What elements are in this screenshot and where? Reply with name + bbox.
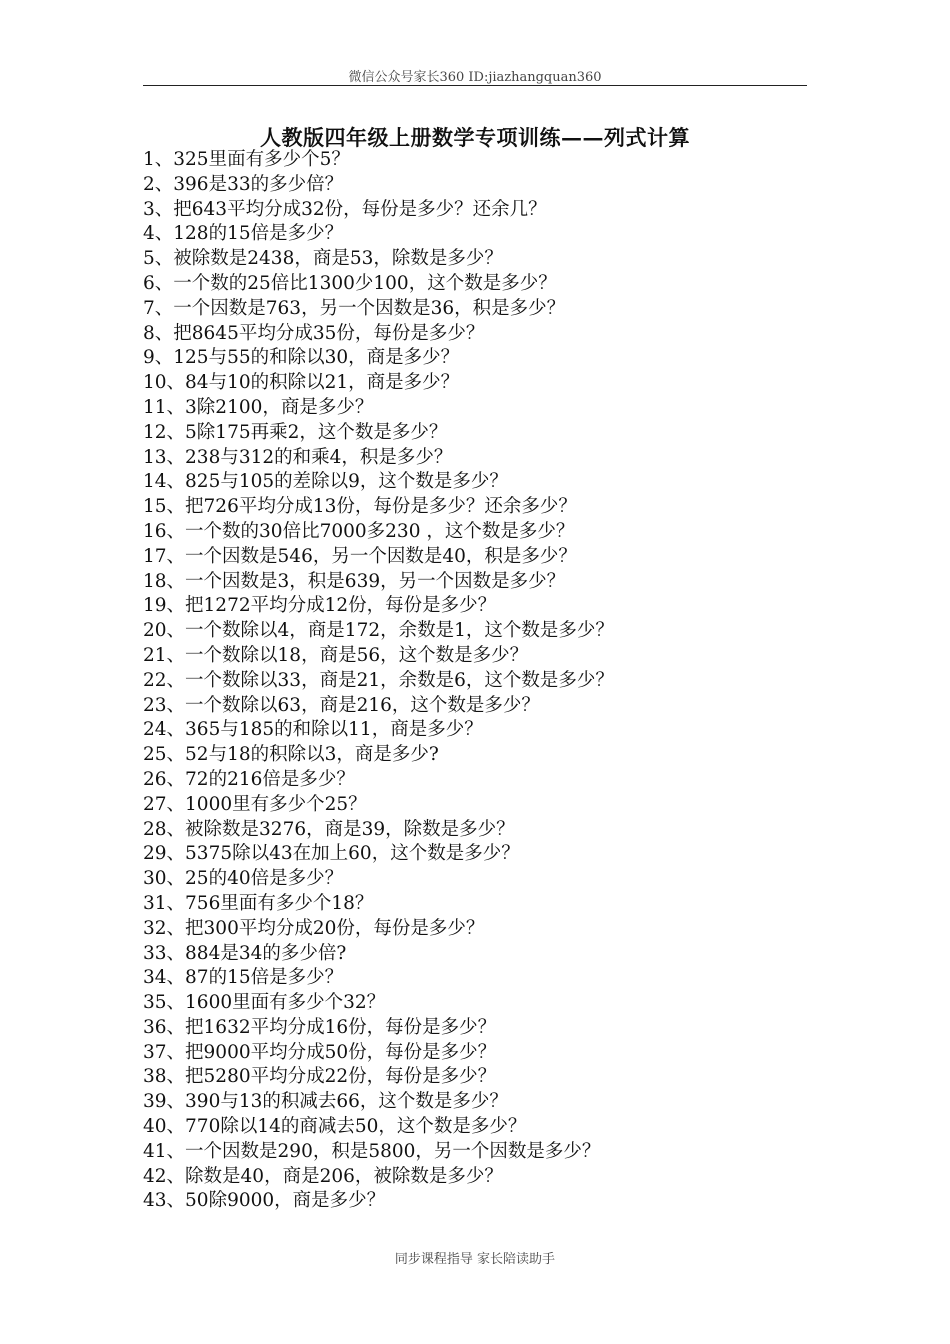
- question-item: 38、把5280平均分成22份，每份是多少？: [143, 1066, 497, 1088]
- question-item: 41、一个因数是290，积是5800，另一个因数是多少？: [143, 1140, 601, 1162]
- question-item: 22、一个数除以33，商是21，余数是6，这个数是多少？: [143, 669, 614, 691]
- question-item: 32、把300平均分成20份，每份是多少？: [143, 917, 485, 939]
- question-item: 15、把726平均分成13份，每份是多少？还余多少？: [143, 496, 577, 518]
- question-item: 43、50除9000，商是多少？: [143, 1190, 386, 1212]
- question-item: 18、一个因数是3，积是639，另一个因数是多少？: [143, 570, 566, 592]
- question-item: 11、3除2100，商是多少？: [143, 396, 374, 418]
- question-item: 39、390与13的积减去66，这个数是多少？: [143, 1091, 508, 1113]
- question-item: 35、1600里面有多少个32？: [143, 992, 386, 1014]
- question-item: 28、被除数是3276，商是39，除数是多少？: [143, 818, 515, 840]
- question-item: 26、72的216倍是多少？: [143, 768, 355, 790]
- question-item: 24、365与185的和除以11，商是多少？: [143, 719, 483, 741]
- question-item: 3、把643平均分成32份，每份是多少？还余几？: [143, 198, 547, 220]
- question-item: 20、一个数除以4，商是172，余数是1，这个数是多少？: [143, 620, 614, 642]
- question-item: 34、87的15倍是多少？: [143, 967, 344, 989]
- question-item: 14、825与105的差除以9，这个数是多少？: [143, 471, 508, 493]
- question-item: 13、238与312的和乘4，积是多少？: [143, 446, 453, 468]
- question-item: 25、52与18的积除以3，商是多少?: [143, 744, 439, 766]
- question-item: 27、1000里有多少个25？: [143, 793, 367, 815]
- question-item: 30、25的40倍是多少？: [143, 868, 344, 890]
- question-item: 19、把1272平均分成12份，每份是多少？: [143, 595, 497, 617]
- page-footer: 同步课程指导 家长陪读助手: [394, 1252, 556, 1267]
- question-list: [143, 148, 614, 1214]
- question-item: 8、把8645平均分成35份，每份是多少？: [143, 322, 485, 344]
- document-title: 人教版四年级上册数学专项训练——列式计算: [260, 125, 690, 150]
- question-item: 29、5375除以43在加上60，这个数是多少？: [143, 843, 520, 865]
- header-divider: [143, 85, 807, 86]
- question-item: 5、被除数是2438，商是53，除数是多少？: [143, 248, 503, 270]
- question-item: 23、一个数除以63，商是216，这个数是多少？: [143, 694, 540, 716]
- question-item: 10、84与10的积除以21，商是多少？: [143, 372, 460, 394]
- question-item: 21、一个数除以18，商是56，这个数是多少？: [143, 644, 529, 666]
- question-item: 7、一个因数是763，另一个因数是36，积是多少？: [143, 297, 566, 319]
- question-item: 37、把9000平均分成50份，每份是多少？: [143, 1041, 497, 1063]
- page-header: 微信公众号家长360 ID:jiazhangquan360: [348, 70, 602, 85]
- question-item: 2、396是33的多少倍？: [143, 173, 344, 195]
- question-item: 1、325里面有多少个5？: [143, 149, 350, 170]
- question-item: 16、一个数的30倍比7000多230 ，这个数是多少？: [143, 520, 575, 542]
- question-item: 12、5除175再乘2，这个数是多少？: [143, 421, 448, 443]
- question-item: 6、一个数的25倍比1300少100，这个数是多少？: [143, 272, 557, 294]
- question-item: 42、除数是40，商是206，被除数是多少？: [143, 1165, 503, 1187]
- question-item: 40、770除以14的商减去50，这个数是多少？: [143, 1116, 527, 1138]
- question-item: 36、把1632平均分成16份，每份是多少？: [143, 1016, 497, 1038]
- question-item: 33、884是34的多少倍?: [143, 942, 347, 964]
- question-item: 17、一个因数是546，另一个因数是40，积是多少？: [143, 545, 577, 567]
- question-item: 4、128的15倍是多少？: [143, 223, 344, 245]
- question-item: 31、756里面有多少个18？: [143, 892, 374, 914]
- question-item: 9、125与55的和除以30，商是多少？: [143, 347, 460, 369]
